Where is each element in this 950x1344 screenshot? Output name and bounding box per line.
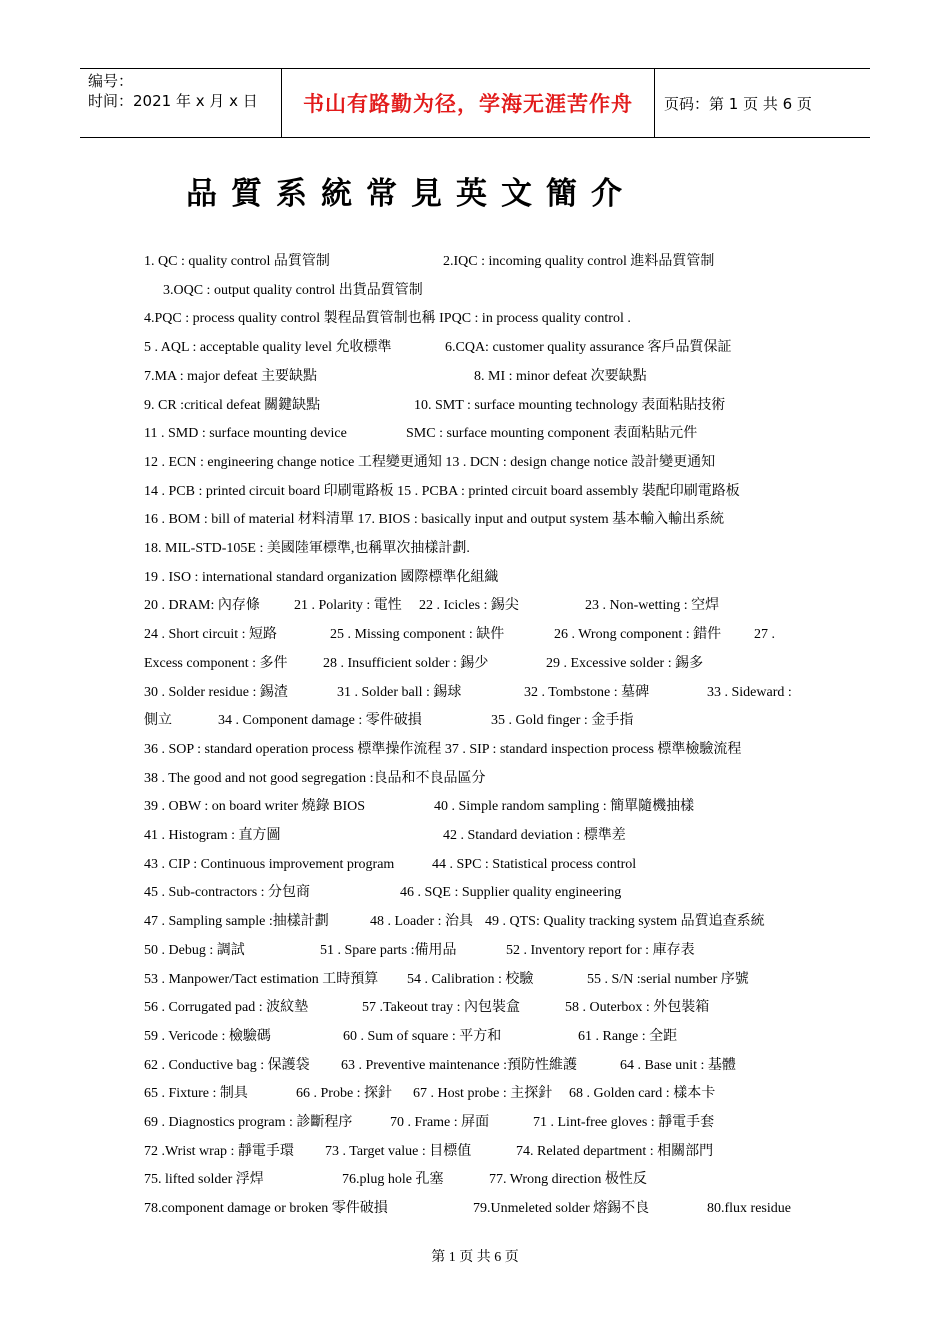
term-line — [144, 912, 824, 932]
term-entry: 38 . The good and not good segregation :良品和不良品區分 — [144, 770, 486, 786]
term-entry: 28 . Insufficient solder : 錫少 — [323, 655, 489, 671]
term-line — [144, 625, 824, 645]
term-line — [144, 252, 824, 272]
term-entry: 56 . Corrugated pad : 波紋墊 — [144, 1000, 309, 1016]
term-entry: 36 . SOP : standard operation process 標準操作流程 37 . SIP : standard inspection process 標準檢驗流程 — [144, 741, 742, 757]
term-entry: 33 . Sideward : — [707, 684, 792, 700]
term-line — [144, 1199, 824, 1219]
term-entry: 5 . AQL : acceptable quality level 允收標準 — [144, 340, 392, 356]
term-line — [144, 998, 824, 1018]
term-entry: 21 . Polarity : 電性 — [294, 598, 402, 614]
term-entry: 11 . SMD : surface mounting device — [144, 426, 347, 442]
term-entry: 27 . — [754, 627, 775, 643]
term-line — [144, 855, 824, 875]
term-entry: 45 . Sub-contractors : 分包商 — [144, 885, 311, 901]
term-entry: 66 . Probe : 探針 — [296, 1086, 393, 1102]
term-entry: 68 . Golden card : 樣本卡 — [569, 1086, 716, 1102]
term-entry: 60 . Sum of square : 平方和 — [343, 1028, 502, 1044]
term-entry: 73 . Target value : 目標值 — [325, 1143, 472, 1159]
term-entry: 80.flux residue — [707, 1201, 791, 1217]
term-entry: 69 . Diagnostics program : 診斷程序 — [144, 1115, 353, 1130]
term-entry: 54 . Calibration : 校驗 — [407, 971, 534, 987]
page-header — [80, 68, 870, 138]
term-entry: 78.component damage or broken 零件破損 — [144, 1201, 388, 1217]
term-entry: 3.OQC : output quality control 出貨品質管制 — [163, 282, 423, 298]
term-entry: 30 . Solder residue : 錫渣 — [144, 684, 288, 700]
term-entry: 1. QC : quality control 品質管制 — [144, 254, 330, 269]
term-line — [144, 769, 824, 789]
term-entry: 18. MIL-STD-105E : 美國陸軍標準,也稱單次抽樣計劃. — [144, 541, 470, 556]
term-entry: 23 . Non-wetting : 空焊 — [585, 598, 720, 614]
term-entry: 79.Unmeleted solder 熔錫不良 — [473, 1201, 650, 1217]
term-entry: 2.IQC : incoming quality control 進料品質管制 — [443, 254, 715, 269]
term-entry: 7.MA : major defeat 主要缺點 — [144, 368, 318, 384]
term-line — [144, 510, 824, 530]
term-entry: 40 . Simple random sampling : 簡單隨機抽樣 — [434, 799, 695, 815]
term-line — [144, 826, 824, 846]
term-entry: 64 . Base unit : 基體 — [620, 1057, 736, 1073]
term-line — [144, 1084, 824, 1104]
term-line — [144, 1142, 824, 1162]
term-entry: 29 . Excessive solder : 錫多 — [546, 655, 704, 671]
term-entry: 6.CQA: customer quality assurance 客戶品質保証 — [445, 340, 732, 356]
term-line — [144, 338, 824, 358]
term-entry: 58 . Outerbox : 外包裝箱 — [565, 1000, 710, 1016]
term-entry: 39 . OBW : on board writer 燒錄 BIOS — [144, 799, 365, 815]
term-entry: 59 . Vericode : 檢驗碼 — [144, 1028, 271, 1044]
term-line — [144, 740, 824, 760]
term-line — [144, 1027, 824, 1047]
term-entry: 50 . Debug : 調試 — [144, 942, 245, 958]
document-title: 品質系統常見英文簡介 — [186, 176, 636, 212]
term-entry: 53 . Manpower/Tact estimation 工時預算 — [144, 971, 379, 987]
term-entry: 52 . Inventory report for : 庫存表 — [506, 942, 695, 958]
term-entry: 43 . CIP : Continuous improvement program — [144, 856, 395, 872]
term-entry: 10. SMT : surface mounting technology 表面粘貼技術 — [414, 397, 726, 413]
term-line — [144, 539, 824, 559]
term-line — [144, 1170, 824, 1190]
term-line — [144, 482, 824, 502]
term-line — [144, 1056, 824, 1076]
term-entry: 34 . Component damage : 零件破損 — [218, 713, 422, 729]
term-entry: 4.PQC : process quality control 製程品質管制也稱 IPQC : in process quality control . — [144, 311, 631, 327]
term-entry: SMC : surface mounting component 表面粘貼元件 — [406, 426, 698, 442]
page-footer: 第 1 页 共 6 页 — [431, 1250, 519, 1265]
term-entry: 9. CR :critical defeat 關鍵缺點 — [144, 397, 321, 413]
term-entry: 70 . Frame : 屏面 — [390, 1115, 490, 1130]
term-entry: Excess component : 多件 — [144, 655, 288, 671]
term-entry: 47 . Sampling sample :抽樣計劃 — [144, 914, 329, 930]
term-entry: 35 . Gold finger : 金手指 — [491, 713, 634, 729]
term-entry: 24 . Short circuit : 短路 — [144, 627, 277, 643]
term-entry: 12 . ECN : engineering change notice 工程變更通知 13 . DCN : design change notice 設計變更通知 — [144, 454, 716, 470]
term-line — [144, 568, 824, 588]
term-line — [144, 711, 824, 731]
term-entry: 72 .Wrist wrap : 靜電手環 — [144, 1143, 294, 1159]
header-meta — [88, 71, 280, 111]
term-entry: 19 . ISO : international standard organization 國際標準化組織 — [144, 569, 499, 585]
term-entry: 25 . Missing component : 缺件 — [330, 627, 505, 643]
term-entry: 75. lifted solder 浮焊 — [144, 1172, 264, 1188]
term-entry: 26 . Wrong component : 錯件 — [554, 627, 722, 643]
term-line — [144, 941, 824, 961]
header-motto: 书山有路勤为径，学海无涯苦作舟 — [281, 69, 655, 137]
term-entry: 61 . Range : 全距 — [578, 1028, 678, 1044]
term-entry: 65 . Fixture : 制具 — [144, 1086, 248, 1102]
term-entry: 48 . Loader : 治具 — [370, 914, 474, 930]
term-entry: 46 . SQE : Supplier quality engineering — [400, 885, 622, 901]
term-line — [144, 654, 824, 674]
term-line — [144, 683, 824, 703]
term-entry: 62 . Conductive bag : 保護袋 — [144, 1057, 310, 1073]
term-line — [144, 424, 824, 444]
term-entry: 31 . Solder ball : 錫球 — [337, 684, 462, 700]
term-line — [144, 1113, 824, 1133]
term-entry: 63 . Preventive maintenance :預防性維護 — [341, 1057, 577, 1073]
term-entry: 74. Related department : 相關部門 — [516, 1143, 714, 1159]
term-line — [144, 596, 824, 616]
term-entry: 77. Wrong direction 极性反 — [489, 1172, 647, 1188]
term-line — [144, 453, 824, 473]
term-entry: 49 . QTS: Quality tracking system 品質追查系統 — [485, 914, 765, 930]
term-entry: 8. MI : minor defeat 次要缺點 — [474, 368, 647, 384]
term-line — [144, 367, 824, 387]
header-number-label: 编号： — [88, 72, 134, 90]
term-line — [144, 309, 824, 329]
term-entry: 20 . DRAM: 內存條 — [144, 598, 260, 614]
term-entry: 32 . Tombstone : 墓碑 — [524, 684, 650, 700]
term-entry: 16 . BOM : bill of material 材料清單 17. BIOS : basically input and output system 基本輸入輸出系統 — [144, 512, 725, 528]
term-entry: 44 . SPC : Statistical process control — [432, 856, 637, 872]
term-entry: 14 . PCB : printed circuit board 印刷電路板 15 . PCBA : printed circuit board assembly 裝配印刷電路板 — [144, 483, 740, 499]
term-line — [144, 883, 824, 903]
term-entry: 22 . Icicles : 錫尖 — [419, 598, 519, 614]
term-entry: 55 . S/N :serial number 序號 — [587, 971, 749, 987]
header-page-info: 页码：第 1 页 共 6 页 — [664, 95, 812, 113]
term-entry: 42 . Standard deviation : 標準差 — [443, 828, 626, 843]
term-line — [144, 281, 824, 301]
term-line — [144, 970, 824, 990]
term-entry: 51 . Spare parts :備用品 — [320, 942, 457, 958]
header-time: 时间：2021 年 x 月 x 日 — [88, 92, 258, 110]
term-entry: 41 . Histogram : 直方圖 — [144, 828, 281, 843]
term-line — [144, 396, 824, 416]
term-entry: 67 . Host probe : 主探針 — [413, 1086, 553, 1102]
term-entry: 57 .Takeout tray : 內包裝盒 — [362, 1000, 521, 1016]
term-entry: 側立 — [144, 713, 172, 729]
term-entry: 71 . Lint-free gloves : 靜電手套 — [533, 1115, 715, 1130]
term-line — [144, 797, 824, 817]
term-entry: 76.plug hole 孔塞 — [342, 1172, 444, 1188]
